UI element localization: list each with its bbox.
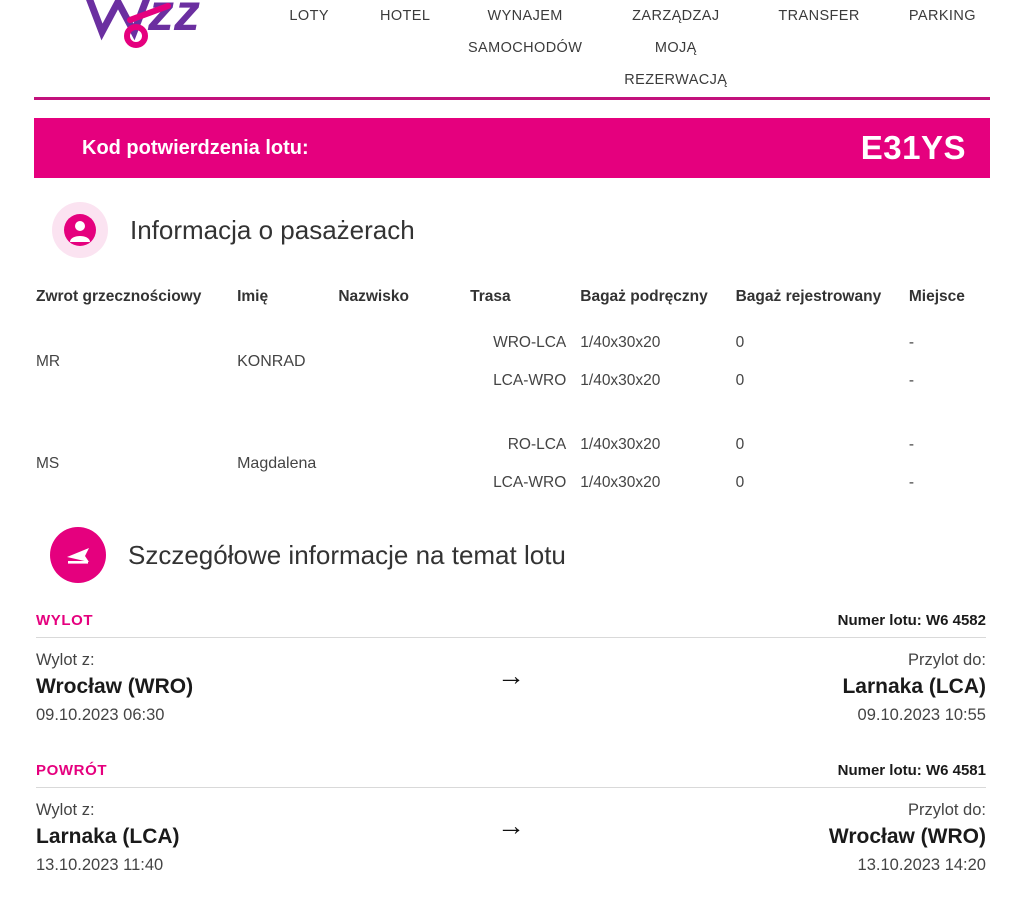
nav-item-loty[interactable]: LOTY [289,8,329,24]
col-header-title: Zwrot grzecznościowy [36,288,202,305]
flight-number: Numer lotu: W6 4581 [837,762,986,779]
cell-checked-bag: 0 [735,474,745,491]
arrival-city: Wrocław (WRO) [828,825,986,848]
nav-item-zarzadzaj-moja-rezerwacja[interactable]: ZARZĄDZAJ MOJĄ REZERWACJĄ [624,8,728,88]
table-row [36,426,990,464]
cell-seat: - [908,436,915,453]
cell-seat: - [908,334,915,351]
col-header-route: Trasa [470,288,511,305]
table-header-row [36,288,990,324]
passenger-icon [52,202,108,258]
arrow-right-icon: → [497,660,525,691]
cell-seat: - [908,474,915,491]
site-header [0,0,1024,96]
plane-icon [50,527,106,583]
arrival-datetime: 09.10.2023 10:55 [857,706,986,724]
col-header-last-name: Nazwisko [338,288,409,305]
passenger-table [36,288,990,502]
flight-section-title: Szczegółowe informacje na temat lotu [128,539,566,570]
cell-last-name [338,426,470,502]
departure-datetime: 09.10.2023 06:30 [36,706,165,724]
confirmation-code-value: E31YS [860,129,966,166]
cell-title: MR [36,353,61,370]
arrival-datetime: 13.10.2023 14:20 [857,856,986,874]
flight-body [36,788,986,878]
col-header-first-name: Imię [237,288,269,305]
flight-direction-label: WYLOT [36,612,94,629]
cell-route: LCA-WRO [493,474,567,491]
departure-label: Wylot z: [36,651,95,669]
flight-direction-label: POWRÓT [36,762,108,779]
cell-title: MS [36,455,60,472]
arrow-right-icon: → [497,810,525,841]
cell-route: RO-LCA [507,436,567,453]
flight-number: Numer lotu: W6 4582 [837,612,986,629]
nav-item-wynajem-samochodow[interactable]: WYNAJEM SAMOCHODÓW [467,8,583,56]
arrival-city: Larnaka (LCA) [842,675,986,698]
cell-checked-bag: 0 [735,436,745,453]
passenger-section-header [52,202,415,258]
flight-header [36,612,986,637]
flight-departure [36,798,326,878]
flight-section-header [50,527,566,583]
cell-cabin-bag: 1/40x30x20 [580,474,661,491]
arrival-label: Przylot do: [908,801,986,819]
cell-checked-bag: 0 [735,334,745,351]
cell-cabin-bag: 1/40x30x20 [580,436,661,453]
flight-header [36,762,986,787]
departure-label: Wylot z: [36,801,95,819]
nav-item-hotel[interactable]: HOTEL [379,8,431,24]
table-row [36,324,990,362]
confirmation-code-bar [34,118,990,178]
cell-first-name: Magdalena [237,455,317,472]
wizz-air-logo[interactable] [72,0,242,64]
flight-body [36,638,986,728]
cell-seat: - [908,372,915,389]
nav-item-parking[interactable]: PARKING [908,8,976,24]
cell-last-name [338,324,470,400]
cell-route: WRO-LCA [493,334,567,351]
col-header-checked-bag: Bagaż rejestrowany [735,288,882,305]
flight-arrival [696,648,986,728]
departure-datetime: 13.10.2023 11:40 [36,856,164,874]
flight-arrival [696,798,986,878]
cell-checked-bag: 0 [735,372,745,389]
cell-cabin-bag: 1/40x30x20 [580,334,661,351]
passenger-section-title: Informacja o pasażerach [130,214,415,245]
header-divider [34,97,990,100]
flight-return [36,762,986,878]
col-header-seat: Miejsce [908,288,965,305]
nav-item-transfer[interactable]: TRANSFER [778,8,860,24]
cell-first-name: KONRAD [237,353,306,370]
table-row-spacer [36,400,990,426]
departure-city: Larnaka (LCA) [36,825,180,848]
col-header-cabin-bag: Bagaż podręczny [580,288,708,305]
departure-city: Wrocław (WRO) [36,675,194,698]
svg-text:zz: zz [148,0,200,42]
arrival-label: Przylot do: [908,651,986,669]
confirmation-code-label: Kod potwierdzenia lotu: [82,136,309,159]
flight-outbound [36,612,986,728]
cell-route: LCA-WRO [493,372,567,389]
flight-departure [36,648,326,728]
main-navigation [262,0,1002,96]
cell-cabin-bag: 1/40x30x20 [580,372,661,389]
